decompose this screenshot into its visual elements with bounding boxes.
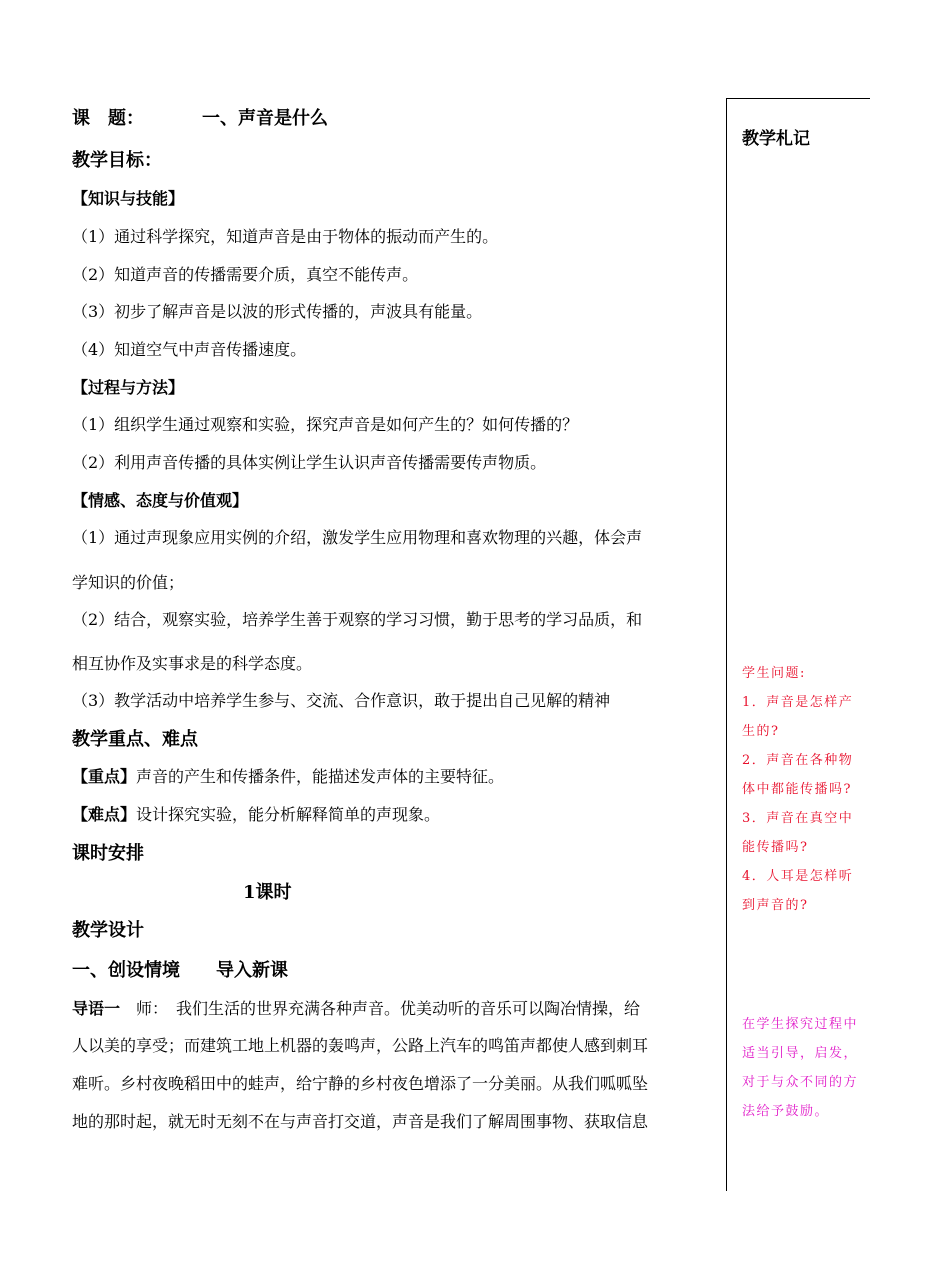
knowledge-item: （4）知道空气中声音传播速度。: [72, 340, 307, 359]
sidebar-left-border: [726, 98, 727, 1191]
emotion-item: （3）教学活动中培养学生参与、交流、合作意识，敢于提出自己见解的精神: [72, 691, 611, 710]
emotion-item: 学知识的价值；: [72, 573, 185, 592]
question-line: 3．声音在真空中: [742, 811, 854, 826]
emotion-item: 相互协作及实事求是的科学态度。: [72, 654, 313, 673]
student-questions: [742, 659, 868, 920]
emotion-item: （1）通过声现象应用实例的介绍，激发学生应用物理和喜欢物理的兴趣，体会声: [72, 528, 643, 547]
objectives-heading: 教学目标：: [72, 150, 162, 171]
intro-label: 导语一: [72, 999, 121, 1018]
knowledge-item: （1）通过科学探究，知道声音是由于物体的振动而产生的。: [72, 227, 499, 246]
guidance-line: 适当引导，启发，: [742, 1046, 859, 1061]
section-heading: 一、创设情境 导入新课: [72, 960, 288, 981]
guidance-line: 法给予鼓励。: [742, 1104, 830, 1119]
guidance-line: 在学生探究过程中: [742, 1017, 859, 1032]
teaching-guidance: [742, 1010, 868, 1126]
key-point-text: 声音的产生和传播条件，能描述发声体的主要特征。: [136, 767, 505, 786]
sidebar-title: 教学札记: [742, 129, 810, 149]
topic-row: [72, 108, 328, 130]
intro-line: 地的那时起，就无时无刻不在与声音打交道，声音是我们了解周围事物、获取信息: [72, 1112, 649, 1131]
key-heading: 教学重点、难点: [72, 729, 198, 750]
difficult-text: 设计探究实验，能分析解释简单的声现象。: [136, 805, 441, 824]
guidance-line: 对于与众不同的方: [742, 1075, 859, 1090]
process-item: （1）组织学生通过观察和实验，探究声音是如何产生的？如何传播的？: [72, 415, 579, 434]
topic-title: 一、声音是什么: [202, 108, 328, 129]
question-line: 学生问题:: [742, 666, 806, 681]
question-line: 4．人耳是怎样听: [742, 869, 854, 884]
key-point-label: 【重点】: [72, 767, 137, 786]
intro-line: 难听。乡村夜晚稻田中的蛙声，给宁静的乡村夜色增添了一分美丽。从我们呱呱坠: [72, 1074, 649, 1093]
knowledge-item: （2）知道声音的传播需要介质，真空不能传声。: [72, 265, 419, 284]
emotion-item: （2）结合，观察实验，培养学生善于观察的学习习惯，勤于思考的学习品质，和: [72, 610, 643, 629]
intro-line: 人以美的享受；而建筑工地上机器的轰鸣声，公路上汽车的鸣笛声都使人感到刺耳: [72, 1036, 649, 1055]
process-heading: 【过程与方法】: [72, 378, 185, 397]
question-line: 到声音的?: [742, 898, 809, 913]
design-heading: 教学设计: [72, 920, 144, 941]
schedule-heading: 课时安排: [72, 843, 144, 864]
emotion-heading: 【情感、态度与价值观】: [72, 491, 249, 510]
difficult-label: 【难点】: [72, 805, 137, 824]
question-line: 能传播吗?: [742, 840, 809, 855]
sidebar-top-border: [726, 98, 870, 99]
question-line: 2．声音在各种物: [742, 753, 854, 768]
process-item: （2）利用声音传播的具体实例让学生认识声音传播需要传声物质。: [72, 453, 547, 472]
key-point-row: [72, 767, 504, 787]
question-line: 体中都能传播吗?: [742, 782, 852, 797]
schedule-value: 1课时: [243, 882, 292, 903]
question-line: 1．声音是怎样产: [742, 695, 854, 710]
difficult-row: [72, 805, 440, 825]
knowledge-heading: 【知识与技能】: [72, 189, 185, 208]
topic-label: 课 题：: [72, 108, 144, 129]
intro-row: [72, 999, 640, 1019]
knowledge-item: （3）初步了解声音是以波的形式传播的，声波具有能量。: [72, 302, 483, 321]
question-line: 生的?: [742, 724, 780, 739]
intro-line: 师： 我们生活的世界充满各种声音。优美动听的音乐可以陶冶情操，给: [120, 999, 641, 1018]
